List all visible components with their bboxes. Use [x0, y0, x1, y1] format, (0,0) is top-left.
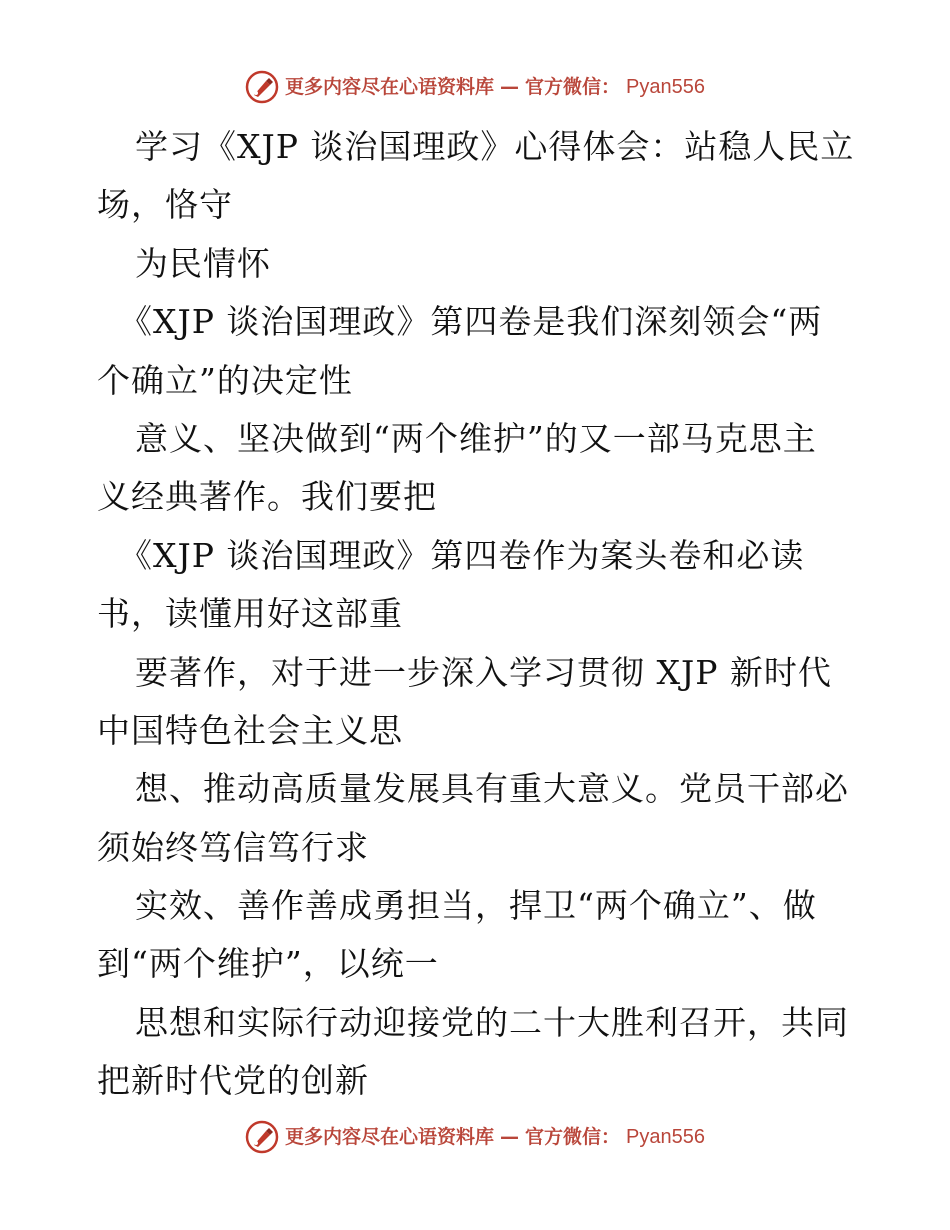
watermark-prefix: 更多内容尽在心语资料库 [285, 1126, 495, 1148]
pen-logo-icon [245, 70, 279, 104]
text-line: 思想和实际行动迎接党的二十大胜利召开，共同 [135, 1002, 849, 1042]
text-line: 到“两个维护”，以统一 [97, 944, 439, 984]
text-line: 意义、坚决做到“两个维护”的又一部马克思主 [135, 418, 817, 458]
text-line: 《XJP 谈治国理政》第四卷是我们深刻领会“两 [119, 302, 823, 342]
footer-watermark [0, 1120, 950, 1154]
pen-logo-icon [245, 1120, 279, 1154]
text-line: 义经典著作。我们要把 [97, 477, 437, 517]
watermark-label: 官方微信： [525, 1126, 621, 1148]
header-watermark [0, 70, 950, 104]
watermark-label: 官方微信： [525, 76, 621, 98]
watermark-id: Pyan556 [626, 76, 705, 98]
text-line: 场，恪守 [97, 185, 233, 225]
watermark-id: Pyan556 [626, 1126, 705, 1148]
text-line: 要著作，对于进一步深入学习贯彻 XJP 新时代 [135, 652, 832, 692]
title-line: 学习《XJP 谈治国理政》心得体会：站稳人民立 [135, 127, 855, 166]
watermark-separator: — [500, 1126, 520, 1148]
text-line: 《XJP 谈治国理政》第四卷作为案头卷和必读 [119, 535, 805, 575]
text-line: 想、推动高质量发展具有重大意义。党员干部必 [135, 769, 849, 809]
text-line: 个确立”的决定性 [97, 360, 353, 400]
text-line: 把新时代党的创新 [97, 1061, 369, 1101]
watermark-prefix: 更多内容尽在心语资料库 [285, 76, 495, 98]
text-line: 须始终笃信笃行求 [97, 827, 369, 867]
text-line: 中国特色社会主义思 [97, 710, 403, 750]
text-line: 为民情怀 [135, 243, 271, 283]
document-body [97, 118, 857, 1111]
watermark-separator: — [500, 76, 520, 98]
text-line: 实效、善作善成勇担当，捍卫“两个确立”、做 [135, 886, 817, 926]
text-line: 书，读懂用好这部重 [97, 594, 403, 634]
